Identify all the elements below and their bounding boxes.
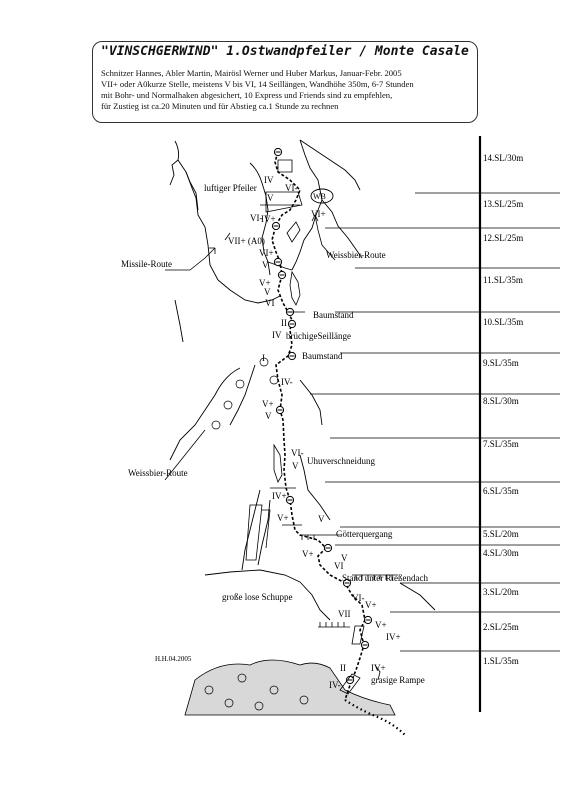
grade-label: V+	[375, 620, 387, 630]
pitch-label: 11.SL/35m	[483, 275, 523, 285]
belay-station-icon	[288, 320, 295, 327]
tree-icon	[224, 401, 232, 409]
label-goetter: Götterquergang	[336, 529, 393, 539]
pitch-label: 3.SL/20m	[483, 587, 519, 597]
lower-pillar-left	[242, 490, 260, 570]
grade-label: V+	[262, 399, 274, 409]
info-line-4: für Zustieg ist ca.20 Minuten und für Abstieg ca.1 Stunde zu rechnen	[101, 101, 339, 111]
grade-label: VI+	[311, 209, 326, 219]
rock-features	[246, 160, 380, 694]
missile-gully	[175, 300, 183, 342]
belay-station-icon	[278, 271, 285, 278]
terrain-outlines	[170, 140, 435, 620]
grade-label: V	[267, 193, 274, 203]
label-stand: Stand unter Rießendach	[342, 573, 428, 583]
grade-label: V+	[259, 278, 271, 288]
label-schuppe: große lose Schuppe	[222, 592, 293, 602]
grade-label: IV-	[329, 680, 341, 690]
belay-station-icon	[276, 406, 283, 413]
grade-label: II	[340, 663, 346, 673]
label-baumstand-2: Baumstand	[302, 351, 343, 361]
belay-station-icon	[274, 148, 281, 155]
pitch-label: 4.SL/30m	[483, 548, 519, 558]
base-vegetation	[185, 660, 395, 715]
left-ridge-inner	[186, 172, 198, 210]
grade-label: VI-	[291, 448, 304, 458]
belay-station-icon	[361, 641, 368, 648]
belay-station-icon	[324, 544, 331, 551]
summit-block	[278, 160, 292, 172]
grade-label: VII	[338, 609, 351, 619]
schuppe-edge	[300, 582, 330, 620]
grade-label: IV	[264, 175, 274, 185]
info-line-1: Schnitzer Hannes, Abler Martin, Mairösl Werner und Huber Markus, Januar-Febr. 2005	[101, 68, 402, 78]
left-ridge	[175, 141, 218, 280]
uhu-flake	[274, 445, 282, 482]
pitch-label: 13.SL/25m	[483, 199, 524, 209]
pitch-label: 9.SL/35m	[483, 358, 519, 368]
label-weissbier-top: Weissbier-Route	[326, 250, 386, 260]
label-bruechig: brüchigeSeillänge	[286, 331, 351, 341]
belay-station-icon	[286, 496, 293, 503]
label-luftiger-pfeiler: luftiger Pfeiler	[204, 183, 257, 193]
grade-label: IV-	[281, 377, 293, 387]
grade-label: V	[318, 514, 325, 524]
label-rampe: grasige Rampe	[371, 675, 425, 685]
label-uhu: Uhuverschneidung	[307, 456, 375, 466]
label-weissbier-left: Weissbier-Route	[128, 468, 188, 478]
grade-label: V	[265, 411, 272, 421]
grade-label: VI	[334, 561, 344, 571]
grade-label: V	[341, 553, 348, 563]
belay-station-icon	[274, 258, 281, 265]
grade-label: VI	[265, 298, 275, 308]
grade-label: VII+ (A0)	[228, 236, 265, 246]
crack	[287, 222, 300, 242]
grade-label: V	[264, 287, 271, 297]
grade-label: VI-	[285, 183, 298, 193]
grade-label: VI+	[259, 248, 274, 258]
label-baumstand-1: Baumstand	[313, 310, 354, 320]
route-line	[272, 152, 365, 700]
grade-label: II	[281, 318, 287, 328]
grade-label: VI-	[352, 593, 365, 603]
pitch-label: 2.SL/25m	[483, 622, 519, 632]
grade-label: I	[262, 353, 265, 363]
route-title: "VINSCHGERWIND" 1.Ostwandpfeiler / Monte Casale	[101, 44, 469, 59]
schuppe-ledge	[205, 570, 300, 582]
grade-label: IV+	[261, 214, 276, 224]
pillar-flake	[290, 272, 300, 305]
grade-label: VI-	[250, 213, 263, 223]
grade-label: V	[262, 260, 269, 270]
pitch-label: 10.SL/35m	[483, 317, 524, 327]
pitch-label: 5.SL/20m	[483, 529, 519, 539]
info-line-2: VII+ oder A0kurze Stelle, meistens V bis VI, 14 Seillängen, Wandhöhe 350m, 6-7 Stunden	[101, 79, 414, 89]
mid-right-slope	[300, 380, 322, 425]
lower-left-ridge	[170, 368, 240, 460]
tree-icon	[212, 421, 220, 429]
dihedral	[352, 626, 364, 644]
missile-route-line	[165, 248, 215, 270]
lower-left-ridge-2	[230, 365, 255, 425]
tree-icon	[236, 380, 244, 388]
grade-label: IV	[272, 330, 282, 340]
pitch-label: 1.SL/35m	[483, 656, 519, 666]
grade-label: IV+	[386, 632, 401, 642]
belay-station-icon	[288, 352, 295, 359]
grade-label: IV+	[272, 491, 287, 501]
grade-label: IV+	[371, 663, 386, 673]
grade-label: V+	[365, 600, 377, 610]
pitch-label: 12.SL/25m	[483, 233, 524, 243]
ridge-spur	[170, 160, 178, 185]
pitch-label: 8.SL/30m	[483, 396, 519, 406]
pitch-label: 6.SL/35m	[483, 486, 519, 496]
belay-stations	[272, 148, 371, 683]
grade-label: V+	[277, 513, 289, 523]
roof-edge	[400, 583, 435, 610]
pitch-label: 7.SL/35m	[483, 439, 519, 449]
grade-label: V+	[302, 549, 314, 559]
pitch-label: 14.SL/30m	[483, 153, 524, 163]
tree-icon	[270, 376, 278, 384]
label-missile-route: Missile-Route	[121, 259, 172, 269]
belay-station-icon	[364, 616, 371, 623]
label-signature: H.H.04.2005	[155, 655, 192, 663]
label-wb: WB	[313, 192, 326, 201]
grade-label: V	[292, 461, 299, 471]
info-line-3: mit Bohr- und Normalhaken abgesichert, 10 Express und Friends sind zu empfehlen,	[101, 90, 393, 100]
tree-icons	[205, 358, 308, 710]
